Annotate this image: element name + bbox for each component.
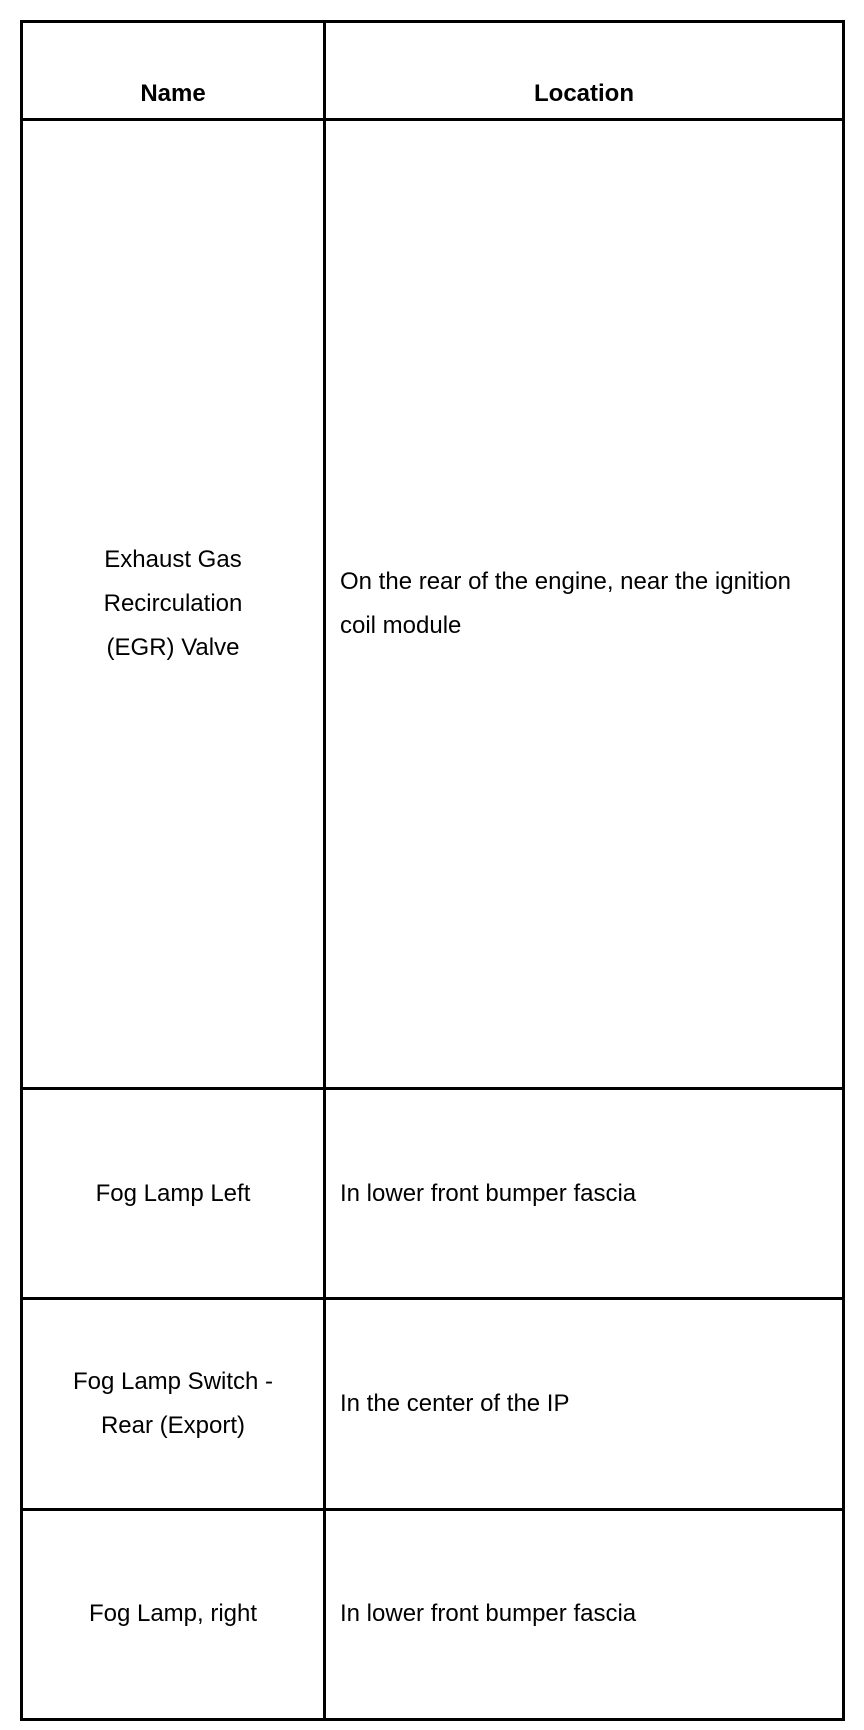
name-line: Recirculation: [103, 590, 243, 618]
name-line: Fog Lamp Switch -: [72, 1368, 274, 1396]
location-cell: In lower front bumper fascia: [325, 1089, 844, 1299]
name-cell: [22, 1509, 325, 1719]
table-row: [22, 120, 844, 1089]
name-cell: [22, 1089, 325, 1299]
location-cell: On the rear of the engine, near the ignition coil module: [325, 120, 844, 1089]
name-line: Fog Lamp Left: [95, 1179, 251, 1207]
table-row: [22, 1299, 844, 1509]
name-cell: [22, 1299, 325, 1509]
name-line: Exhaust Gas: [104, 546, 242, 574]
table-row: [22, 1089, 844, 1299]
name-line: Fog Lamp, right: [88, 1600, 258, 1628]
name-cell: [22, 120, 325, 1089]
component-location-table: [20, 20, 845, 1721]
location-column-header: Location: [325, 22, 844, 120]
name-column-header: Name: [22, 22, 325, 120]
name-line: (EGR) Valve: [106, 634, 240, 662]
location-cell: In the center of the IP: [325, 1299, 844, 1509]
table-header-row: [22, 22, 844, 120]
table-row: [22, 1509, 844, 1719]
location-cell: In lower front bumper fascia: [325, 1509, 844, 1719]
name-line: Rear (Export): [100, 1412, 246, 1440]
